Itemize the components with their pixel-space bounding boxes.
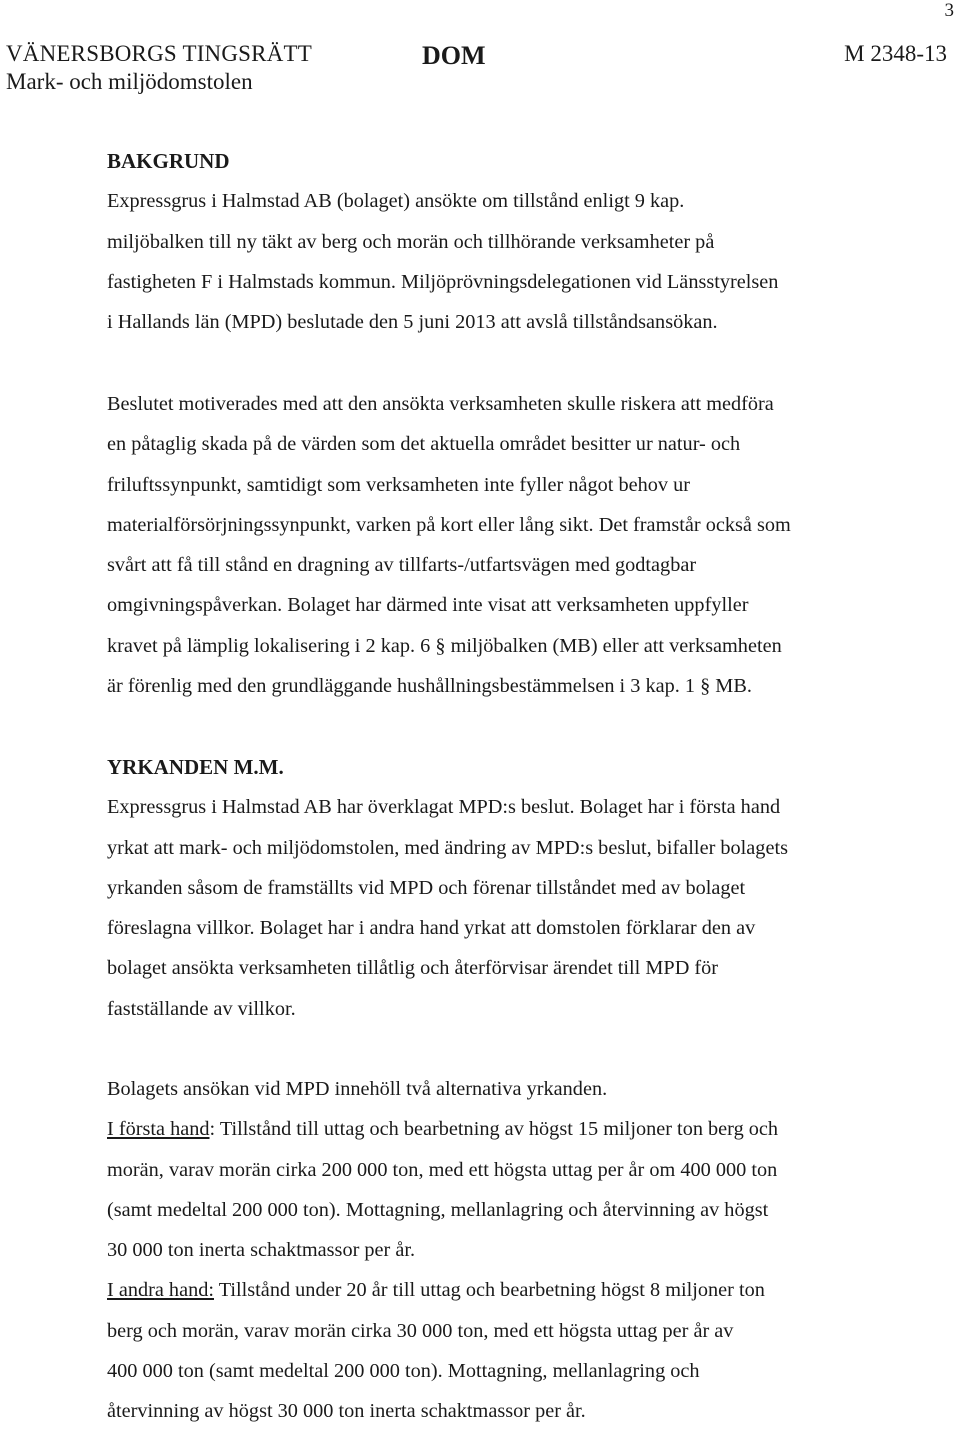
text-line: fastställande av villkor.	[107, 997, 296, 1020]
text-line: är förenlig med den grundläggande hushållningsbestämmelsen i 3 kap. 1 § MB.	[107, 675, 752, 698]
text-line: fastigheten F i Halmstads kommun. Miljöprövningsdelegationen vid Länsstyrelsen	[107, 270, 779, 293]
case-number: M 2348-13	[844, 41, 947, 66]
page-number: 3	[944, 0, 954, 21]
alternative-first	[107, 1109, 927, 1149]
section-yrkanden	[107, 747, 927, 1029]
text-line: kravet på lämplig lokalisering i 2 kap. 6 § miljöbalken (MB) eller att verksamheten	[107, 634, 782, 657]
paragraph-motivering	[107, 384, 927, 706]
text-line: yrkat att mark- och miljödomstolen, med ändring av MPD:s beslut, bifaller bolagets	[107, 836, 788, 859]
alternative-second	[107, 1270, 927, 1310]
text-line: materialförsörjningssynpunkt, varken på kort eller lång sikt. Det framstår också som	[107, 513, 791, 536]
text-line: svårt att få till stånd en dragning av tillfarts-/utfartsvägen med godtagbar	[107, 554, 697, 577]
text-line: föreslagna villkor. Bolaget har i andra hand yrkat att domstolen förklarar den av	[107, 917, 756, 940]
text-line: Beslutet motiverades med att den ansökta verksamheten skulle riskera att medföra	[107, 393, 774, 415]
text-line: 30 000 ton inerta schaktmassor per år.	[107, 1239, 416, 1262]
text-line: i Hallands län (MPD) beslutade den 5 juni 2013 att avslå tillståndsansökan.	[107, 311, 718, 334]
text-line: återvinning av högst 30 000 ton inerta schaktmassor per år.	[107, 1400, 586, 1423]
text-line: en påtaglig skada på de värden som det aktuella området besitter ur natur- och	[107, 433, 741, 456]
text-line: Expressgrus i Halmstad AB har överklagat MPD:s beslut. Bolaget har i första hand	[107, 796, 781, 819]
court-department: Mark- och miljödomstolen	[6, 69, 253, 94]
section-bakgrund	[107, 141, 927, 342]
text-line: berg och morän, varav morän cirka 30 000 ton, med ett högsta uttag per år av	[107, 1319, 734, 1342]
section-heading: YRKANDEN M.M.	[107, 755, 284, 779]
section-alternativ	[107, 1069, 927, 1432]
court-name: VÄNERSBORGS TINGSRÄTT	[6, 41, 313, 66]
text-line: friluftssynpunkt, samtidigt som verksamheten inte fyller något behov ur	[107, 473, 690, 496]
text-line: miljöbalken till ny täkt av berg och morän och tillhörande verksamheter på	[107, 230, 715, 253]
text-line: omgivningspåverkan. Bolaget har därmed inte visat att verksamheten uppfyller	[107, 594, 749, 617]
alternative-second-label: I andra hand:	[107, 1279, 214, 1302]
text-line: bolaget ansökta verksamheten tillåtlig och återförvisar ärendet till MPD för	[107, 957, 719, 980]
alternative-first-label: I första hand	[107, 1118, 210, 1141]
text-span: : Tillstånd till uttag och bearbetning av högst 15 miljoner ton berg och	[209, 1118, 779, 1141]
text-line: morän, varav morän cirka 200 000 ton, med ett högsta uttag per år om 400 000 ton	[107, 1158, 778, 1181]
text-line: (samt medeltal 200 000 ton). Mottagning, mellanlagring och återvinning av högst	[107, 1198, 769, 1221]
text-line: 400 000 ton (samt medeltal 200 000 ton). Mottagning, mellanlagring och	[107, 1360, 700, 1383]
text-line: Expressgrus i Halmstad AB (bolaget) ansökte om tillstånd enligt 9 kap.	[107, 190, 685, 213]
text-line: yrkanden såsom de framställts vid MPD och förenar tillståndet med av bolaget	[107, 876, 746, 899]
text-line: Bolagets ansökan vid MPD innehöll två alternativa yrkanden.	[107, 1078, 608, 1100]
section-heading: BAKGRUND	[107, 149, 230, 173]
text-span: Tillstånd under 20 år till uttag och bearbetning högst 8 miljoner ton	[214, 1279, 765, 1302]
document-type: DOM	[422, 41, 486, 70]
